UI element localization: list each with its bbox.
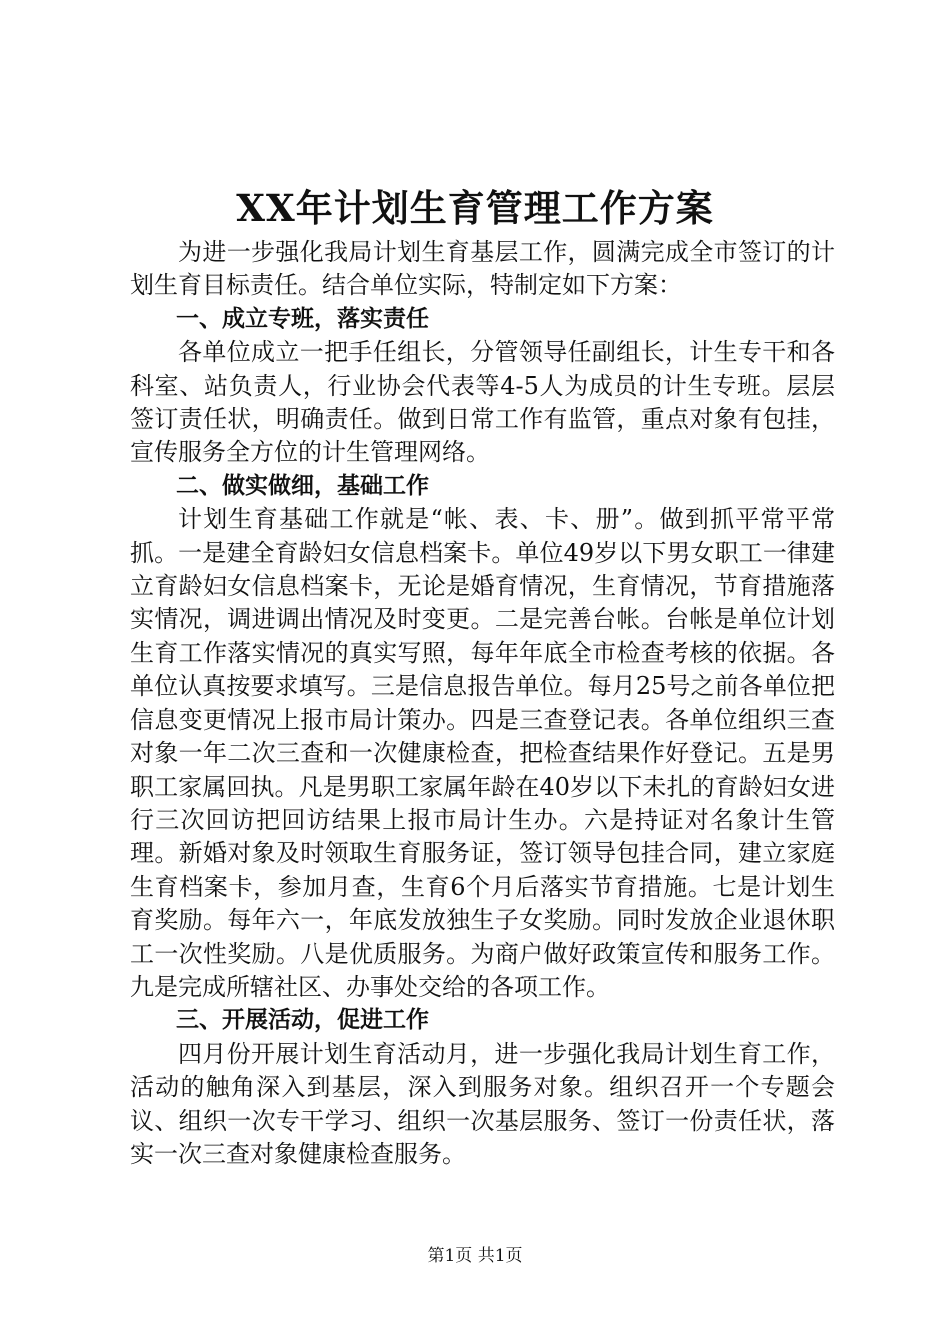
section-2-heading: 二、做实做细，基础工作 [176,472,429,499]
section-1-body: 各单位成立一把手任组长，分管领导任副组长，计生专干和各科室、站负责人，行业协会代表等4-5人为成员的计生专班。层层签订责任状，明确责任。做到日常工作有监管，重点对象有包挂，宣传服务全方位的计生管理网络。 [130,338,835,467]
intro-paragraph: 为进一步强化我局计划生育基层工作，圆满完成全市签订的计划生育目标责任。结合单位实际，特制定如下方案： [130,238,835,300]
document-body [130,236,835,1171]
page-title: XX年计划生育管理工作方案 [236,186,714,230]
section-3-heading: 三、开展活动，促进工作 [176,1007,429,1034]
section-2-body: 计划生育基础工作就是“帐、表、卡、册”。做到抓平常平常抓。一是建全育龄妇女信息档案卡。单位49岁以下男女职工一律建立育龄妇女信息档案卡，无论是婚育情况，生育情况，节育措施落实情况，调进调出情况及时变更。二是完善台帐。台帐是单位计划生育工作落实情况的真实写照，每年年底全市检查考核的依据。各单位认真按要求填写。三是信息报告单位。每月25号之前各单位把信息变更情况上报市局计策办。四是三查登记表。各单位组织三查对象一年二次三查和一次健康检查，把检查结果作好登记。五是男职工家属回执。凡是男职工家属年龄在40岁以下未扎的育龄妇女进行三次回访把回访结果上报市局计生办。六是持证对名象计生管理。新婚对象及时领取生育服务证，签订领导包挂合同，建立家庭生育档案卡，参加月查，生育6个月后落实节育措施。七是计划生育奖励。每年六一，年底发放独生子女奖励。同时发放企业退休职工一次性奖励。八是优质服务。为商户做好政策宣传和服务工作。九是完成所辖社区、办事处交给的各项工作。 [130,505,835,1001]
section-1-heading: 一、成立专班，落实责任 [176,305,429,332]
section-3-body: 四月份开展计划生育活动月，进一步强化我局计划生育工作，活动的触角深入到基层，深入到服务对象。组织召开一个专题会议、组织一次专干学习、组织一次基层服务、签订一份责任状，落实一次三查对象健康检查服务。 [130,1039,835,1168]
page-footer: 第1页 共1页 [427,1246,523,1266]
